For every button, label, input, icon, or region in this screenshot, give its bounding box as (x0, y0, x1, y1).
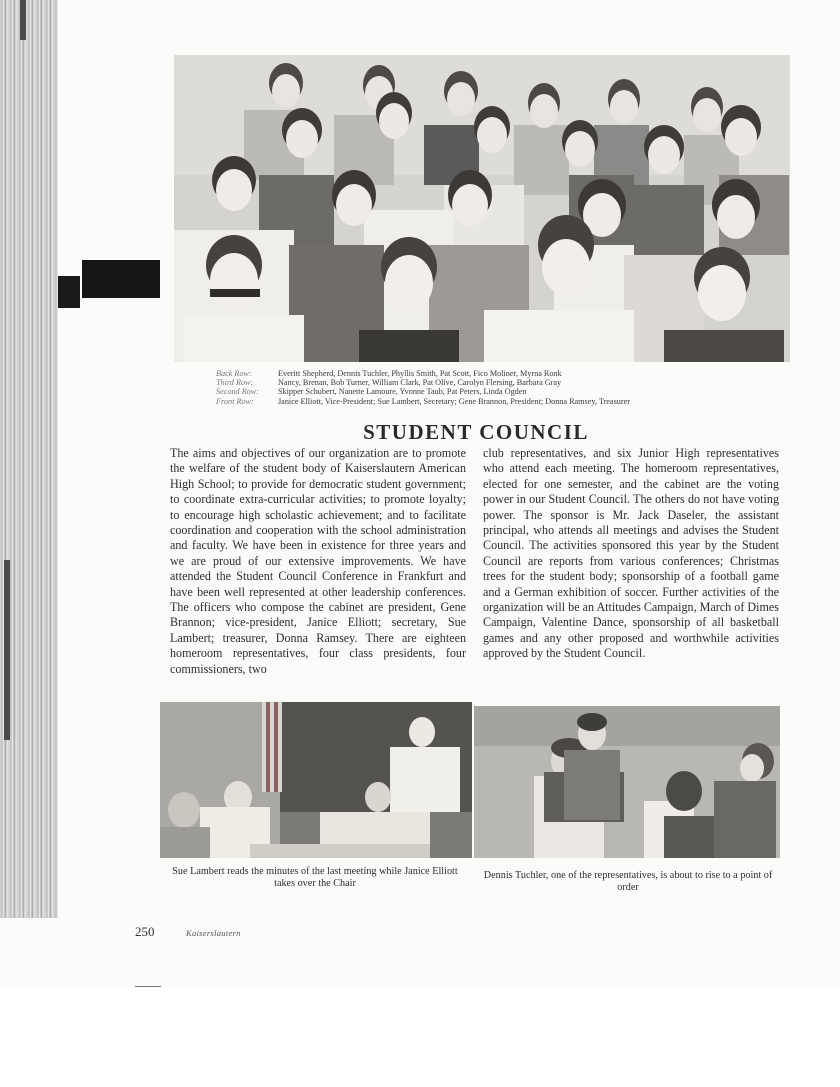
row-names: Nancy, Brenan, Bob Turner, William Clark, Pat Olive, Carolyn Flersing, Barbara Gray (278, 378, 562, 388)
meeting-photo-right (474, 706, 780, 858)
photo-caption-left: Sue Lambert reads the minutes of the last meeting while Janice Elliott takes over the Chair (172, 866, 458, 889)
row-names: Janice Elliott, Vice-President; Sue Lambert, Secretary; Gene Brannon, President; Donna Ramsey, Treasurer (278, 396, 630, 406)
group-photo-names (216, 369, 776, 406)
names-row (216, 369, 776, 378)
book-binding-edge (0, 0, 58, 918)
photo-caption-right: Dennis Tuchler, one of the representatives, is about to rise to a point of order (483, 870, 773, 893)
names-row (216, 387, 776, 396)
page-tab-mark (58, 276, 80, 308)
group-photo-illustration (174, 55, 790, 362)
binding-shadow (4, 560, 10, 740)
page-tab-mark (82, 260, 160, 298)
row-label: Third Row: (216, 378, 254, 388)
page-number: 250 (135, 924, 155, 939)
page-title: STUDENT COUNCIL (363, 420, 589, 444)
footer-rule (135, 986, 161, 987)
meeting-photo-left-illustration (160, 702, 472, 858)
row-label: Front Row: (216, 396, 254, 406)
row-names: Everitt Shepherd, Dennis Tuchler, Phyllis Smith, Pat Scott, Fico Moliner, Myrna Ronk (278, 369, 562, 378)
row-names: Skipper Schubert, Nanette Lamoure, Yvonne Taub, Pat Peters, Linda Ogden (278, 387, 527, 397)
meeting-photo-left (160, 702, 472, 858)
row-label: Second Row: (216, 387, 259, 397)
body-column-left: The aims and objectives of our organization are to promote the welfare of the student body of Kaiserslautern American High School; to provide for democratic student government; to coordinate extra-curricular activities; to promote loyalty; to encourage high scholastic achievement; and to facilitate coordination and cooperation with the school administration and faculty. We have been in existence for three years and we are proud of our extensive improvements. We have attended the Student Council Conference in Frankfurt and have been well represented at other leadership conferences. The officers who compose the cabinet are president, Gene Brannon; vice-president, Janice Elliott; secretary, Sue Lambert; treasurer, Donna Ramsey. There are eighteen homeroom representatives, four class presidents, four commissioners, two (170, 446, 466, 676)
binding-shadow (20, 0, 26, 40)
row-label: Back Row: (216, 369, 252, 378)
body-column-right: club representatives, and six Junior High representatives who attend each meeting. The homeroom representatives, elected for one semester, and the cabinet are the voting power in our Student Council. The others do not have voting power. The sponsor is Mr. Jack Daseler, the assistant principal, who attends all meetings and advises the Student Council. The activities sponsored this year by the Student Council are reports from various conferences; Christmas trees for the student body; sponsorship of a football game and a German exhibition of soccer. Further activities of the organization will be an Attitudes Campaign, March of Dimes Campaign, Valentine Dance, sponsorship of all basketball games and any other proposed and worthwhile activities approved by the Student Council. (483, 446, 779, 661)
names-row (216, 378, 776, 387)
publication-name: Kaiserslautern (186, 928, 241, 938)
meeting-photo-right-illustration (474, 706, 780, 858)
names-row (216, 397, 776, 406)
group-photo (174, 55, 790, 362)
